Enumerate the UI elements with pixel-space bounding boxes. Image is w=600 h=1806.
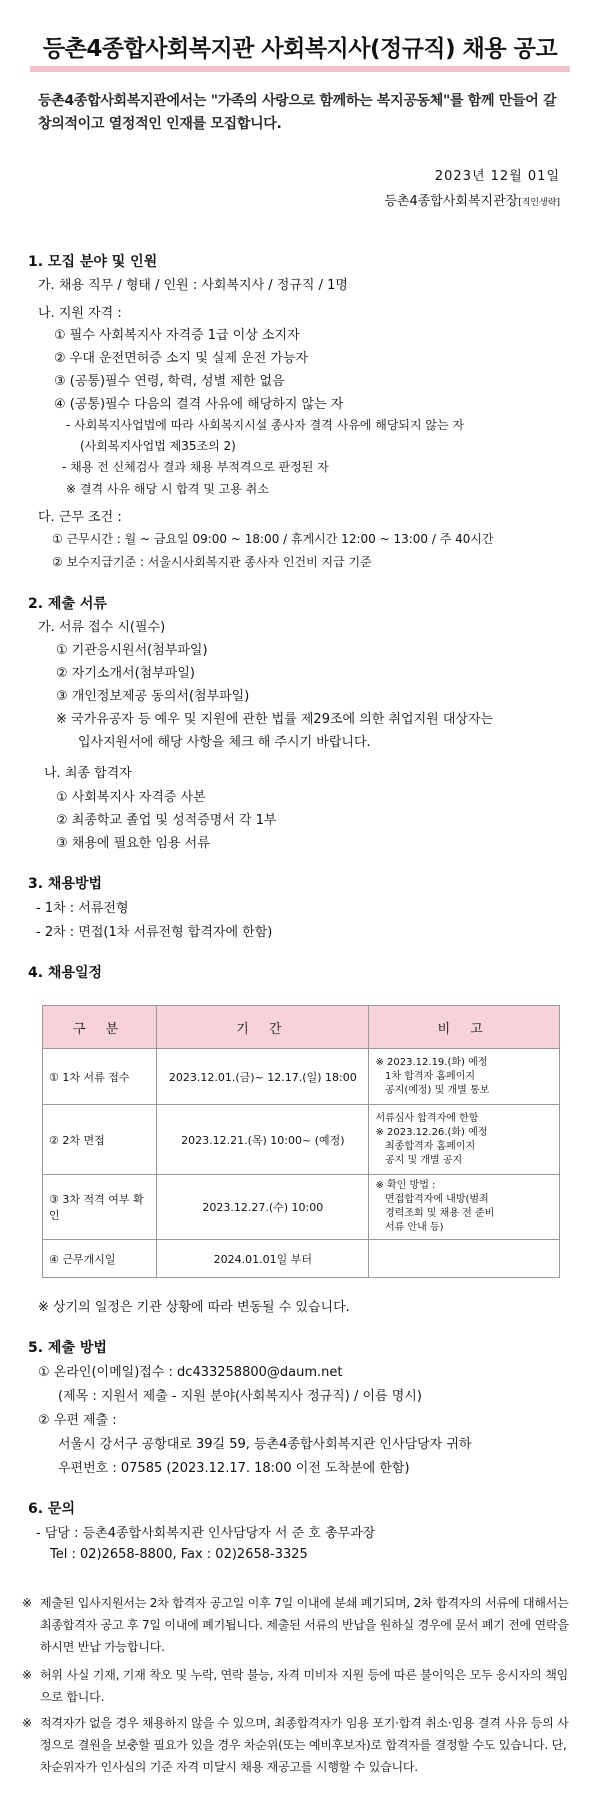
- header-stage: 구 분: [43, 1006, 157, 1049]
- notice-date: 2023년 12월 01일: [434, 169, 560, 184]
- s1-qualification-label: 나. 지원 자격 :: [38, 306, 122, 321]
- cell-stage: ① 1차 서류 접수: [43, 1049, 157, 1105]
- s2-d4b: 입사지원서에 해당 사항을 체크 해 주시기 바랍니다.: [78, 735, 371, 750]
- cell-remarks: [369, 1240, 560, 1278]
- s2-d4a: ※ 국가유공자 등 예우 및 지원에 관한 법률 제29조에 의한 취업지원 대상자는: [56, 712, 494, 727]
- section-1-heading: 1. 모집 분야 및 인원: [28, 254, 158, 270]
- note-item: [22, 1664, 577, 1708]
- cell-period: 2023.12.21.(목) 10:00~ (예정): [157, 1105, 369, 1175]
- cell-period: 2023.12.27.(수) 10:00: [157, 1175, 369, 1240]
- s2-d1: ① 기관응시원서(첨부파일): [56, 643, 208, 658]
- s5-mail: ② 우편 제출 :: [38, 1413, 117, 1428]
- note-text: 적격자가 없을 경우 채용하지 않을 수 있으며, 최종합격자가 임용 포기·합격 취소·임용 결격 사유 등의 사정으로 결원을 보충할 필요가 있을 경우 차순위(또는 예비후보자)로 합격자를 결정할 수도 있습니다. 단, 차순위자가 인사심의 기준 자격 미달시 채용 재공고를 시행할 수 있습니다.: [40, 1716, 569, 1774]
- s3-r2: - 2차 : 면접(1차 서류전형 합격자에 한함): [36, 925, 273, 940]
- cell-remarks: ※ 2023.12.19.(화) 예정 1차 합격자 홈페이지 공지(예정) 및 개별 통보: [369, 1049, 560, 1105]
- section-2-heading: 2. 제출 서류: [28, 596, 107, 612]
- cell-period: 2023.12.01.(금)~ 12.17.(일) 18:00: [157, 1049, 369, 1105]
- s2-f1: ① 사회복지사 자격증 사본: [56, 790, 206, 805]
- signer: [384, 190, 560, 209]
- note-text: 허위 사실 기재, 기재 착오 및 누락, 연락 불능, 자격 미비자 지원 등에 따른 불이익은 모두 응시자의 책임으로 합니다.: [40, 1668, 568, 1704]
- s2-f3: ③ 채용에 필요한 임용 서류: [56, 836, 210, 851]
- cell-remarks: ※ 확인 방법 : 면접합격자에 내방(범죄 경력조회 및 채용 전 준비 서류 안내 등): [369, 1175, 560, 1240]
- cell-period: 2024.01.01일 부터: [157, 1240, 369, 1278]
- s5-online-subject: (제목 : 지원서 제출 - 지원 분야(사회복지사 정규직) / 이름 명시): [58, 1389, 422, 1404]
- cell-stage: ④ 근무개시일: [43, 1240, 157, 1278]
- s2-d2: ② 자기소개서(첨부파일): [56, 666, 195, 681]
- schedule-footnote: ※ 상기의 일정은 기관 상황에 따라 변동될 수 있습니다.: [38, 1300, 350, 1315]
- section-3-heading: 3. 채용방법: [28, 876, 103, 892]
- section-5-heading: 5. 제출 방법: [28, 1340, 107, 1356]
- schedule-table: [42, 1005, 560, 1278]
- s1-q4c: - 채용 전 신체검사 결과 채용 부적격으로 판정된 자: [62, 460, 329, 474]
- s5-online: ① 온라인(이메일)접수 : dc433258800@daum.net: [38, 1365, 343, 1380]
- table-row: [43, 1105, 560, 1175]
- s1-w1: ① 근무시간 : 월 ~ 금요일 09:00 ~ 18:00 / 휴게시간 12:00 ~ 13:00 / 주 40시간: [52, 532, 494, 546]
- cell-stage: ② 2차 면접: [43, 1105, 157, 1175]
- note-item: [22, 1712, 577, 1778]
- intro-paragraph: 등촌4종합사회복지관에서는 "가족의 사랑으로 함께하는 복지공동체"를 함께 만들어 갈 창의적이고 열정적인 인재를 모집합니다.: [38, 93, 557, 132]
- note-mark: ※: [22, 1596, 32, 1610]
- section-6-heading: 6. 문의: [28, 1501, 75, 1517]
- signer-name: 등촌4종합사회복지관장: [384, 194, 519, 209]
- table-row: [43, 1049, 560, 1105]
- s1-job: 가. 채용 직무 / 형태 / 인원 : 사회복지사 / 정규직 / 1명: [38, 278, 348, 293]
- header-period: 기 간: [157, 1006, 369, 1049]
- s1-q2: ② 우대 운전면허증 소지 및 실제 운전 가능자: [54, 351, 309, 366]
- table-row: [43, 1175, 560, 1240]
- s1-q3: ③ (공통)필수 연령, 학력, 성별 제한 없음: [54, 374, 285, 389]
- note-text: 제출된 입사지원서는 2차 합격자 공고일 이후 7일 이내에 분쇄 폐기되며, 2차 합격자의 서류에 대해서는 최종합격자 공고 후 7일 이내에 폐기됩니다. 제출된 서류의 반납을 원하실 경우에 문서 폐기 전에 연락을 하시면 반납 가능합니다.: [40, 1596, 569, 1654]
- s6-tel-fax: Tel : 02)2658-8800, Fax : 02)2658-3325: [50, 1547, 308, 1562]
- seal-omitted: [직인생략]: [518, 198, 560, 208]
- table-row: [43, 1240, 560, 1278]
- section-4-heading: 4. 채용일정: [28, 965, 103, 981]
- s2-f2: ② 최종학교 졸업 및 성적증명서 각 1부: [56, 813, 277, 828]
- s2-d3: ③ 개인정보제공 동의서(첨부파일): [56, 689, 250, 704]
- s1-q4a: - 사회복지사업법에 따라 사회복지시설 종사자 결격 사유에 해당되지 않는 자: [66, 418, 465, 432]
- cell-stage: ③ 3차 적격 여부 확인: [43, 1175, 157, 1240]
- note-item: [22, 1592, 577, 1658]
- s6-contact: - 담당 : 등촌4종합사회복지관 인사담당자 서 준 호 총무과장: [36, 1526, 376, 1541]
- cell-remarks: 서류심사 합격자에 한함 ※ 2023.12.26.(화) 예정 최종합격자 홈페이지 공지 및 개별 공지: [369, 1105, 560, 1175]
- s1-q4: ④ (공통)필수 다음의 결격 사유에 해당하지 않는 자: [54, 397, 344, 412]
- header-remarks: 비 고: [369, 1006, 560, 1049]
- s2-ga: 가. 서류 접수 시(필수): [38, 620, 166, 635]
- s3-r1: - 1차 : 서류전형: [36, 901, 129, 916]
- s1-q4b: (사회복지사업법 제35조의 2): [80, 439, 236, 453]
- note-mark: ※: [22, 1716, 32, 1730]
- s1-condition-label: 다. 근무 조건 :: [38, 510, 122, 525]
- s5-mail-address: 서울시 강서구 공항대로 39길 59, 등촌4종합사회복지관 인사담당자 귀하: [58, 1437, 472, 1452]
- s1-q4d: ※ 결격 사유 해당 시 합격 및 고용 취소: [66, 482, 269, 496]
- s1-w2: ② 보수지급기준 : 서울시사회복지관 종사자 인건비 지급 기준: [52, 555, 372, 569]
- page-title: 등촌4종합사회복지관 사회복지사(정규직) 채용 공고: [42, 36, 558, 62]
- s1-q1: ① 필수 사회복지사 자격증 1급 이상 소지자: [54, 328, 300, 343]
- note-mark: ※: [22, 1668, 32, 1682]
- title-underline: [30, 66, 570, 72]
- s5-mail-postcode: 우편번호 : 07585 (2023.12.17. 18:00 이전 도착분에 한함): [58, 1461, 410, 1476]
- schedule-header-row: [43, 1006, 560, 1049]
- s2-na: 나. 최종 합격자: [44, 766, 132, 781]
